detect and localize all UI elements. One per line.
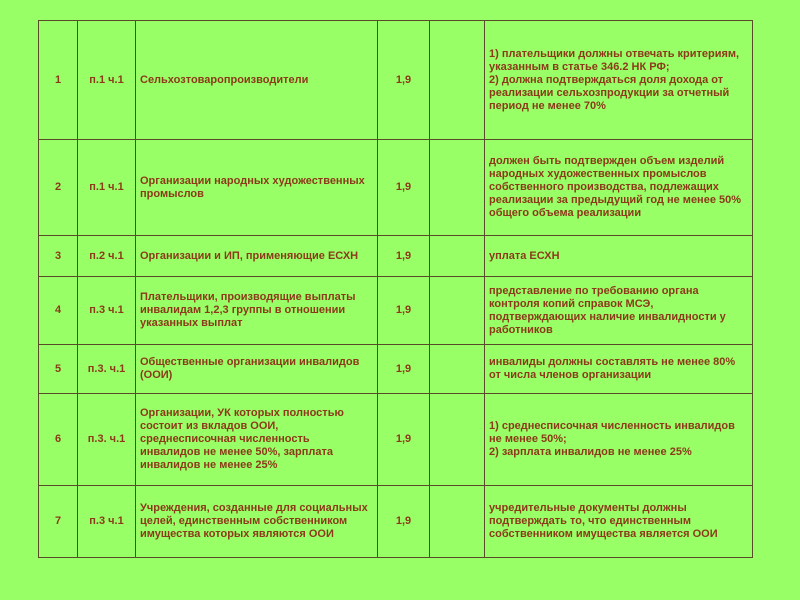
condition-cell: представление по требованию органа контроля копий справок МСЭ, подтверждающих наличие инвалидности у работников: [485, 277, 753, 345]
article-cell: п.3 ч.1: [78, 486, 136, 558]
condition-cell: учредительные документы должны подтверждать то, что единственным собственником имущества является ООИ: [485, 486, 753, 558]
empty-cell: [430, 394, 485, 486]
empty-cell: [430, 486, 485, 558]
coefficient-cell: 1,9: [378, 236, 430, 277]
category-cell: Организации, УК которых полностью состоит из вкладов ООИ, среднесписочная численность инвалидов не менее 50%, зарплата инвалидов не менее 25%: [136, 394, 378, 486]
coefficient-cell: 1,9: [378, 486, 430, 558]
row-number: 4: [39, 277, 78, 345]
row-number: 3: [39, 236, 78, 277]
category-cell: Плательщики, производящие выплаты инвалидам 1,2,3 группы в отношении указанных выплат: [136, 277, 378, 345]
empty-cell: [430, 277, 485, 345]
row-number: 1: [39, 21, 78, 140]
table-row: [39, 21, 753, 140]
article-cell: п.3 ч.1: [78, 277, 136, 345]
article-cell: п.1 ч.1: [78, 21, 136, 140]
empty-cell: [430, 21, 485, 140]
condition-cell: инвалиды должны составлять не менее 80% от числа членов организации: [485, 345, 753, 394]
category-cell: Учреждения, созданные для социальных целей, единственным собственником имущества которых являются ООИ: [136, 486, 378, 558]
coefficient-cell: 1,9: [378, 21, 430, 140]
condition-cell: 1) плательщики должны отвечать критериям, указанным в статье 346.2 НК РФ; 2) должна подтверждаться доля дохода от реализации сельхозпродукции за отчетный период не менее 70%: [485, 21, 753, 140]
table-row: [39, 236, 753, 277]
category-cell: Общественные организации инвалидов (ООИ): [136, 345, 378, 394]
empty-cell: [430, 236, 485, 277]
benefits-table: [38, 20, 753, 558]
coefficient-cell: 1,9: [378, 140, 430, 236]
category-cell: Организации народных художественных промыслов: [136, 140, 378, 236]
condition-cell: уплата ЕСХН: [485, 236, 753, 277]
article-cell: п.3. ч.1: [78, 394, 136, 486]
article-cell: п.3. ч.1: [78, 345, 136, 394]
table-row: [39, 486, 753, 558]
coefficient-cell: 1,9: [378, 394, 430, 486]
row-number: 7: [39, 486, 78, 558]
row-number: 5: [39, 345, 78, 394]
table-row: [39, 140, 753, 236]
table-row: [39, 394, 753, 486]
article-cell: п.1 ч.1: [78, 140, 136, 236]
article-cell: п.2 ч.1: [78, 236, 136, 277]
empty-cell: [430, 345, 485, 394]
category-cell: Сельхозтоваропроизводители: [136, 21, 378, 140]
empty-cell: [430, 140, 485, 236]
table-row: [39, 277, 753, 345]
coefficient-cell: 1,9: [378, 277, 430, 345]
row-number: 6: [39, 394, 78, 486]
category-cell: Организации и ИП, применяющие ЕСХН: [136, 236, 378, 277]
row-number: 2: [39, 140, 78, 236]
coefficient-cell: 1,9: [378, 345, 430, 394]
condition-cell: 1) среднесписочная численность инвалидов не менее 50%; 2) зарплата инвалидов не менее 25%: [485, 394, 753, 486]
table-row: [39, 345, 753, 394]
condition-cell: должен быть подтвержден объем изделий народных художественных промыслов собственного производства, подлежащих реализации за предыдущий год не менее 50% общего объема реализации: [485, 140, 753, 236]
